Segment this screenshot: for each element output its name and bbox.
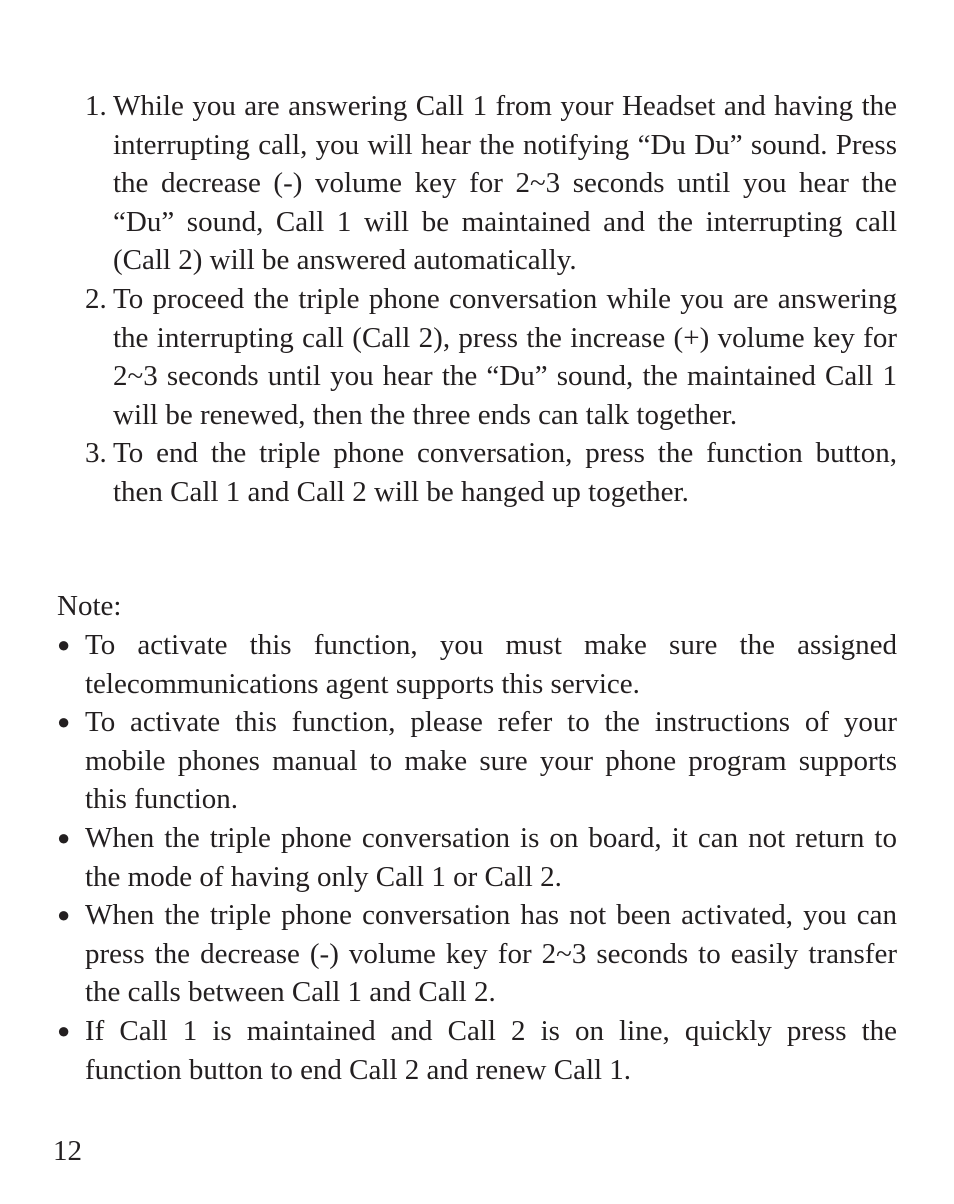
bullet-icon: ● bbox=[57, 709, 71, 735]
note-item bbox=[57, 703, 897, 819]
note-text: When the triple phone conversation is on board, it can not return to the mode of having only Call 1 or Call 2. bbox=[85, 821, 897, 893]
step-text: To proceed the triple phone conversation while you are answering the interrupting call (Call 2), press the increase (+) volume key for 2~3 seconds until you hear the “Du” sound, the maintained Call 1 will be renewed, then the three ends can talk together. bbox=[113, 282, 897, 431]
note-text: If Call 1 is maintained and Call 2 is on line, quickly press the function button to end Call 2 and renew Call 1. bbox=[85, 1014, 897, 1086]
bullet-icon: ● bbox=[57, 1017, 71, 1043]
step-text: While you are answering Call 1 from your Headset and having the interrupting call, you will hear the notifying “Du Du” sound. Press the decrease (-) volume key for 2~3 seconds until you hear the “Du” sound, Call 1 will be maintained and the interrupting call (Call 2) will be answered automatically. bbox=[113, 90, 897, 277]
instruction-steps bbox=[85, 87, 897, 512]
bullet-icon: ● bbox=[57, 632, 71, 657]
note-heading: Note: bbox=[57, 590, 122, 622]
step-item bbox=[85, 280, 897, 434]
note-text: When the triple phone conversation has not been activated, you can press the decrease (-) volume key for 2~3 seconds to easily transfer the calls between Call 1 and Call 2. bbox=[85, 899, 897, 1009]
step-text: To end the triple phone conversation, press the function button, then Call 1 and Call 2 will be hanged up together. bbox=[113, 437, 897, 508]
note-item bbox=[57, 896, 897, 1012]
bullet-icon: ● bbox=[57, 902, 71, 928]
step-number: 3. bbox=[85, 437, 107, 470]
step-item bbox=[85, 87, 897, 280]
note-text: To activate this function, you must make sure the assigned telecommunications agent supports this service. bbox=[85, 629, 897, 700]
note-text: To activate this function, please refer to the instructions of your mobile phones manual to make sure your phone program supports this function. bbox=[85, 706, 897, 816]
note-item bbox=[57, 819, 897, 896]
bullet-icon: ● bbox=[57, 824, 71, 850]
step-number: 1. bbox=[85, 90, 107, 122]
page-number: 12 bbox=[53, 1135, 82, 1167]
step-number: 2. bbox=[85, 282, 107, 315]
note-item bbox=[57, 626, 897, 703]
note-list bbox=[57, 626, 897, 1089]
step-item bbox=[85, 434, 897, 511]
note-item bbox=[57, 1012, 897, 1089]
